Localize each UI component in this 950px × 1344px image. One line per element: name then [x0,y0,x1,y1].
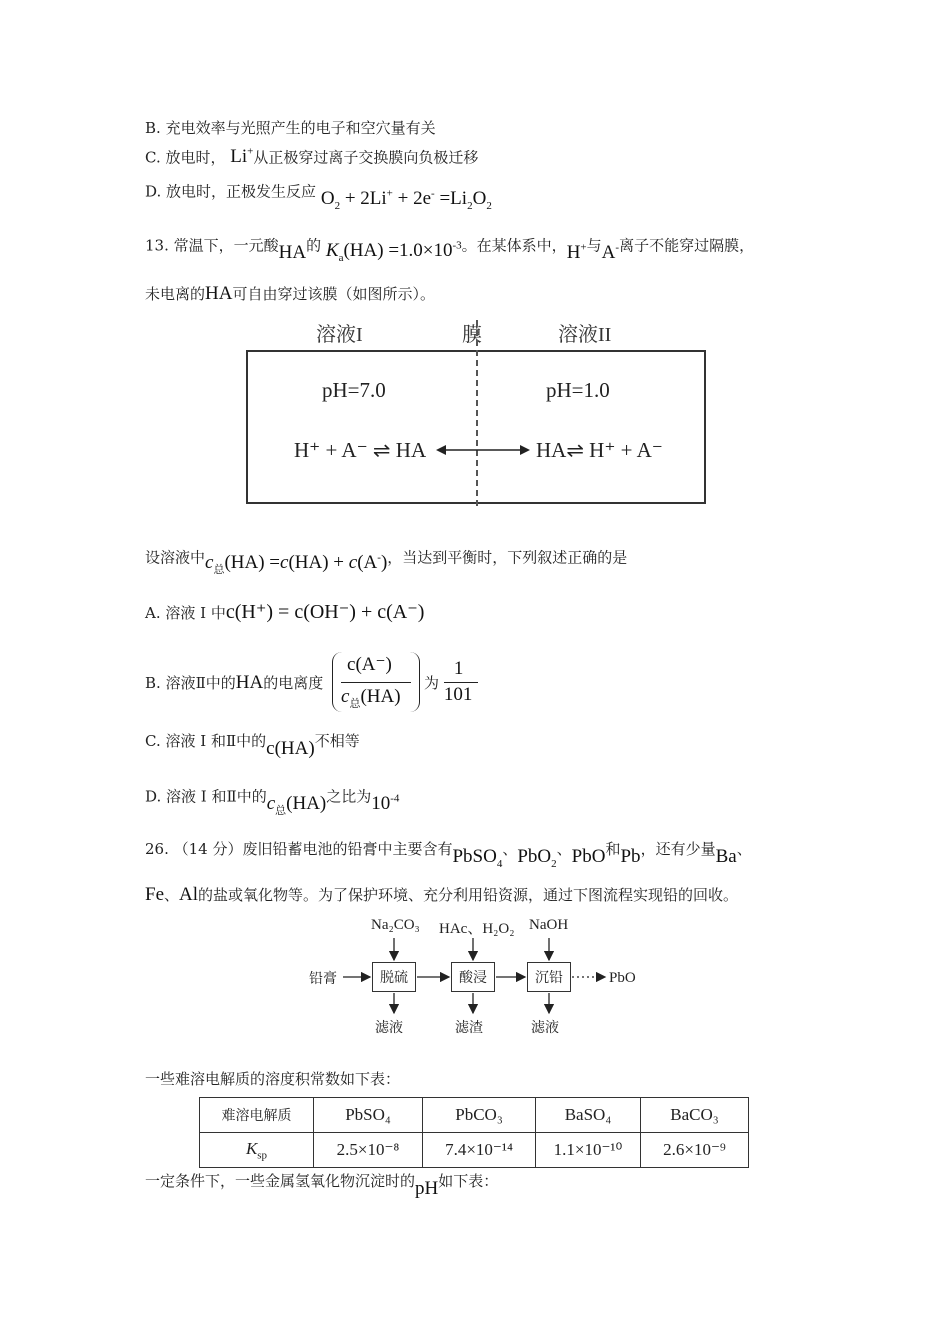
table-row [200,1098,749,1133]
solution-2-equilibrium: HA⇌ H⁺ + A⁻ [536,438,663,462]
input-lead-paste: 铅膏 [309,971,337,987]
q26-intro: 26. （14 分）废旧铅蓄电池的铅膏中主要含有PbSO$_4$、PbO$_2$、PbO和Pb，还有少量Ba、 [145,840,752,870]
ionization-fraction: c(A⁻) $c_总(HA)$ [332,652,420,712]
table-cell: 2.6×10⁻⁹ [641,1133,749,1168]
q26-intro-line2: Fe、Al的盐或氧化物等。为了保护环境、充分利用铅资源，通过下图流程实现铅的回收。 [145,884,739,905]
reagent-hac-h2o2: HAc、H₂O₂ [439,921,515,937]
step-desulfurization: 脱硫 [372,962,416,992]
table-header: PbCO₃ [423,1098,536,1133]
solution-2-title: 溶液II [558,324,612,346]
filtrate-1: 滤液 [375,1020,403,1036]
q13-intro: 13. 常温下，一元酸HA的 $K_a(HA) =1.0\times 10^{-3}$。在某体系中，H+与A-离子不能穿过隔膜， [145,236,755,265]
q13-option-b: B. 溶液Ⅱ中的HA的电离度 c(A⁻) $c_总(HA)$ 为 $\frac{1}{101}$ [145,652,478,714]
solution-1-title: 溶液I [316,324,363,346]
reagent-naoh: NaOH [529,917,569,933]
membrane-diagram [246,310,708,506]
table-header: BaSO₄ [536,1098,641,1133]
table-cell: 1.1×10⁻¹⁰ [536,1133,641,1168]
table-header: BaCO₃ [641,1098,749,1133]
q12-d-equation: $O_2 + 2Li^+ + 2e^- =Li_2O_2$ [320,188,492,213]
fraction-1-101: $\frac{1}{101}$ [444,652,478,712]
ksp-row-label: $K_{sp}$ [200,1133,314,1168]
flow-arrows [305,915,665,1045]
ph-table-intro: 一定条件下，一些金属氢氧化物沉淀时的pH如下表： [145,1172,499,1199]
solution-1-ph: pH=7.0 [322,378,386,402]
step-lead-precipitation: 沉铅 [527,962,571,992]
q13-set-statement: 设溶液中$c_总(HA) =c(HA) + c(A^-)$，当达到平衡时，下列叙述正确的是 [145,548,628,577]
membrane-title: 膜 [462,324,482,346]
q13-option-a: A. 溶液 I 中c(H⁺) = c(OH⁻) + c(A⁻) [145,601,425,623]
q12-option-b: B. 充电效率与光照产生的电子和空穴量有关 [145,119,436,137]
ksp-table-intro: 一些难溶电解质的溶度积常数如下表： [145,1070,401,1088]
diffusion-arrow [436,442,530,458]
q13-option-c: C. 溶液 I 和Ⅱ中的c(HA)不相等 [145,732,360,759]
solution-2-ph: pH=1.0 [546,378,610,402]
table-cell: 7.4×10⁻¹⁴ [423,1133,536,1168]
table-row [200,1133,749,1168]
q13-option-d: D. 溶液 I 和Ⅱ中的$c_总(HA)$之比为$10^{-4}$ [145,787,400,818]
output-pbo: PbO [609,970,636,986]
residue: 滤渣 [455,1020,483,1036]
table-header-label: 难溶电解质 [200,1098,314,1133]
q12-option-d: D. 放电时，正极发生反应 $O_2 + 2Li^+ + 2e^- =Li_2O_2$ [145,182,492,213]
ksp-table [199,1097,749,1168]
lead-recovery-flowchart [305,915,665,1045]
step-acid-leach: 酸浸 [451,962,495,992]
table-cell: 2.5×10⁻⁸ [314,1133,423,1168]
solution-1-equilibrium: H⁺ + A⁻ ⇌ HA [294,438,427,462]
filtrate-3: 滤液 [531,1020,559,1036]
q13-line2: 未电离的HA可自由穿过该膜（如图所示）。 [145,283,435,304]
q12-option-c: C. 放电时， Li+从正极穿过离子交换膜向负极迁移 [145,146,479,168]
membrane-line [476,320,478,506]
table-header: PbSO₄ [314,1098,423,1133]
reagent-na2co3: Na₂CO₃ [371,917,420,933]
